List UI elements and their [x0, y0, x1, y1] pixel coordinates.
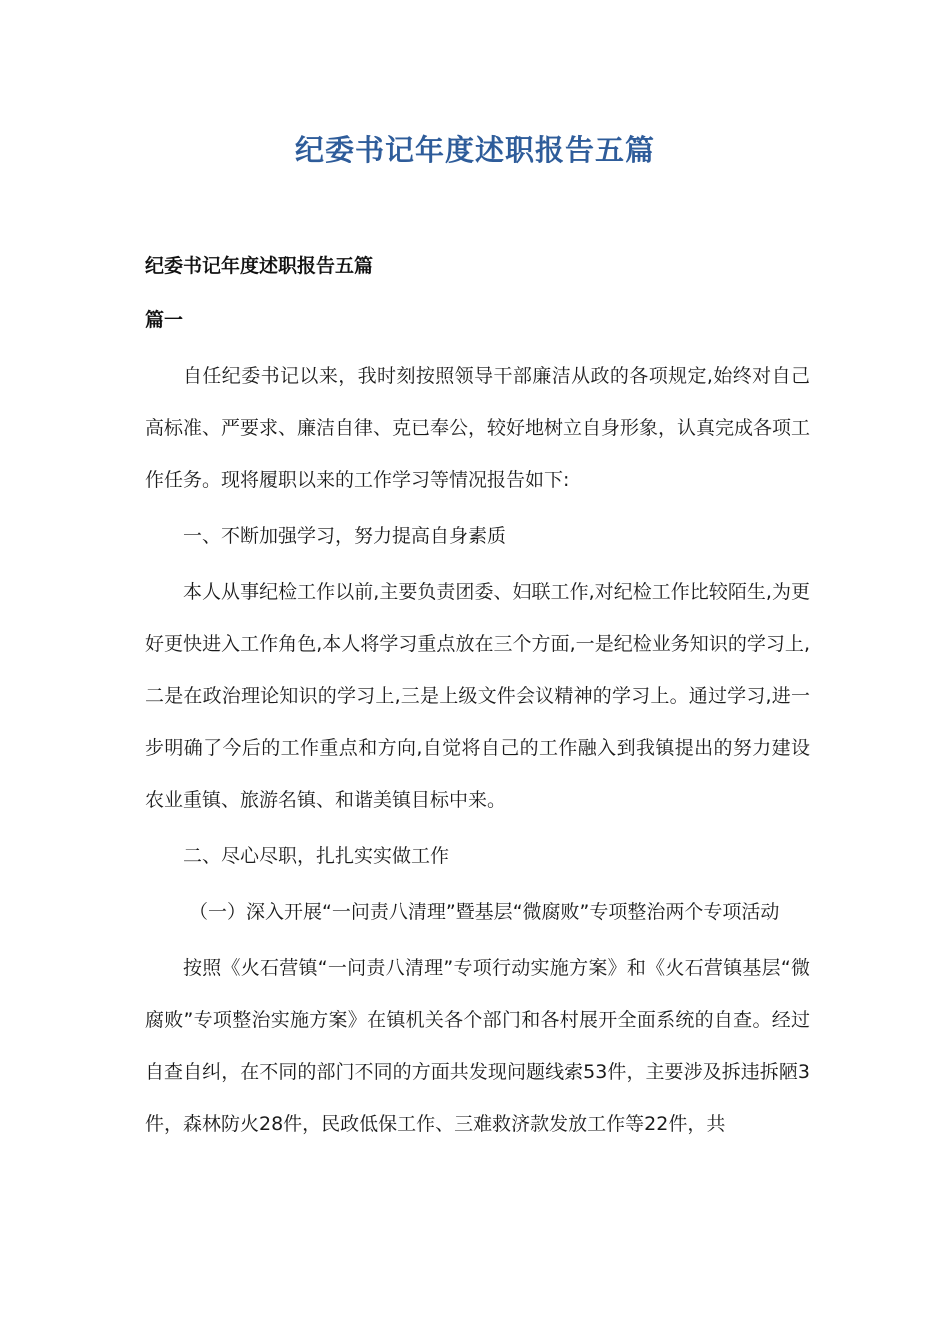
paragraph-campaign: 按照《火石营镇“一问责八清理”专项行动实施方案》和《火石营镇基层“微腐败”专项整治实施方案》在镇机关各个部门和各村展开全面系统的自查。经过自查自纠，在不同的部门不同的方面共发现问题线索53件，主要涉及拆违拆陋3件，森林防火28件，民政低保工作、三难救济款发放工作等22件，共 [145, 957, 810, 1135]
document-subtitle: 纪委书记年度述职报告五篇 [145, 255, 374, 277]
section-label: 篇一 [145, 309, 184, 331]
heading-study: 一、不断加强学习，努力提高自身素质 [183, 525, 507, 547]
heading-work: 二、尽心尽职，扎扎实实做工作 [183, 845, 450, 867]
subheading-campaign: （一）深入开展“一问责八清理”暨基层“微腐败”专项整治两个专项活动 [189, 901, 780, 923]
paragraph-intro: 自任纪委书记以来，我时刻按照领导干部廉洁从政的各项规定,始终对自己高标准、严要求、廉洁自律、克已奉公，较好地树立自身形象，认真完成各项工作任务。现将履职以来的工作学习等情况报告如下: [145, 365, 811, 491]
document-title: 纪委书记年度述职报告五篇 [294, 133, 655, 167]
document-body [145, 244, 810, 1150]
paragraph-study: 本人从事纪检工作以前,主要负责团委、妇联工作,对纪检工作比较陌生,为更好更快进入工作角色,本人将学习重点放在三个方面,一是纪检业务知识的学习上,二是在政治理论知识的学习上,三是上级文件会议精神的学习上。通过学习,进一步明确了今后的工作重点和方向,自觉将自己的工作融入到我镇提出的努力建设农业重镇、旅游名镇、和谐美镇目标中来。 [145, 581, 810, 811]
